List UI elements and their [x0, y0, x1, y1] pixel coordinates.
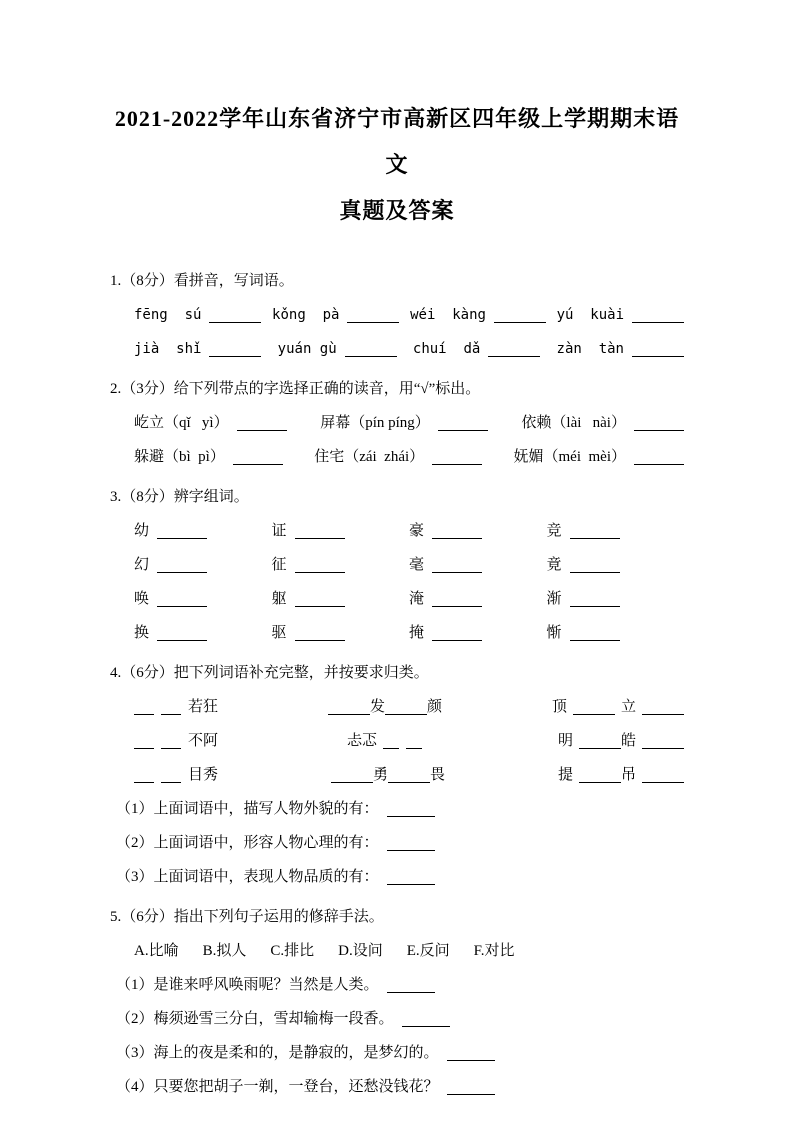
answer-blank-line[interactable] [237, 418, 287, 431]
answer-blank-line[interactable] [387, 872, 435, 885]
idiom-text: 明 [557, 733, 573, 749]
word-with-pinyin: 躲避（bì pì） [134, 449, 225, 465]
idiom-row-3 [134, 758, 684, 792]
answer-blank-line[interactable] [494, 310, 546, 323]
char-item [409, 548, 547, 582]
pinyin-item [557, 298, 684, 332]
answer-blank-line[interactable] [161, 736, 181, 749]
answer-blank-line[interactable] [642, 736, 684, 749]
q4-sub-question-3 [116, 860, 684, 894]
char-text: 竟 [546, 557, 562, 573]
pinyin-text: zàn tàn [556, 341, 624, 357]
char-text: 渐 [546, 591, 562, 607]
answer-blank-line[interactable] [134, 702, 154, 715]
question-4-header: 4.（6分）把下列词语补充完整，并按要求归类。 [110, 665, 429, 681]
option-c: C.排比 [270, 943, 315, 959]
question-1 [110, 264, 684, 366]
question-1-header: 1.（8分）看拼音，写词语。 [110, 273, 294, 289]
pinyin-row-1 [134, 298, 684, 332]
char-item [134, 616, 272, 650]
char-text: 证 [271, 523, 287, 539]
char-word-row-4 [134, 616, 684, 650]
answer-blank-line[interactable] [632, 310, 684, 323]
option-a: A.比喻 [134, 943, 179, 959]
answer-blank-line[interactable] [632, 344, 684, 357]
char-text: 征 [271, 557, 287, 573]
answer-blank-line[interactable] [432, 526, 482, 539]
pinyin-item [410, 298, 546, 332]
pronunciation-item [134, 440, 283, 474]
idiom-text: 立 [620, 699, 636, 715]
sub-question-text: （1）上面词语中，描写人物外貌的有： [116, 801, 379, 817]
answer-blank-line[interactable] [432, 560, 482, 573]
question-2-header: 2.（3分）给下列带点的字选择正确的读音，用“√”标出。 [110, 381, 481, 397]
char-item [134, 514, 272, 548]
char-item [409, 514, 547, 548]
answer-blank-line[interactable] [579, 770, 621, 783]
pinyin-item [134, 332, 261, 366]
word-with-pinyin: 依赖（lài nài） [521, 415, 626, 431]
char-item [272, 514, 410, 548]
idiom-text: 颜 [426, 699, 442, 715]
pinyin-text: kǒng pà [272, 307, 340, 323]
pronunciation-row-1 [134, 406, 684, 440]
sub-question-text: （2）上面词语中，形容人物心理的有： [116, 835, 379, 851]
idiom-text: 畏 [429, 767, 445, 783]
answer-blank-line[interactable] [570, 560, 620, 573]
answer-blank-line[interactable] [579, 736, 621, 749]
title-line-2: 真题及答案 [339, 198, 455, 223]
pronunciation-item [521, 406, 684, 440]
page-title [110, 96, 684, 234]
pinyin-item [272, 298, 399, 332]
answer-blank-line[interactable] [447, 1048, 495, 1061]
question-3 [110, 480, 684, 650]
pronunciation-item [134, 406, 287, 440]
option-f: F.对比 [473, 943, 515, 959]
char-item [547, 582, 685, 616]
idiom-item [328, 690, 442, 724]
pronunciation-item [320, 406, 488, 440]
answer-blank-line[interactable] [157, 560, 207, 573]
char-word-row-3 [134, 582, 684, 616]
idiom-text: 不阿 [188, 733, 219, 749]
char-item [272, 548, 410, 582]
char-text: 淹 [409, 591, 425, 607]
char-item [272, 582, 410, 616]
answer-blank-line[interactable] [295, 594, 345, 607]
idiom-text: 吊 [620, 767, 636, 783]
idiom-row-1 [134, 690, 684, 724]
q5-sentence-4 [116, 1070, 684, 1104]
char-text: 换 [134, 625, 150, 641]
answer-blank-line[interactable] [233, 452, 283, 465]
char-word-row-1 [134, 514, 684, 548]
question-3-header: 3.（8分）辨字组词。 [110, 489, 249, 505]
pinyin-item [134, 298, 261, 332]
sentence-text: （4）只要您把胡子一剃，一登台，还愁没钱花？ [116, 1079, 439, 1095]
answer-blank-line[interactable] [157, 526, 207, 539]
word-with-pinyin: 住宅（zái zhái） [314, 449, 425, 465]
option-e: E.反问 [406, 943, 450, 959]
pinyin-text: yú kuài [556, 307, 624, 323]
idiom-text: 若狂 [188, 699, 219, 715]
pinyin-text: yuán gù [277, 341, 337, 357]
q4-sub-question-1 [116, 792, 684, 826]
answer-blank-line[interactable] [161, 770, 181, 783]
answer-blank-line[interactable] [432, 628, 482, 641]
answer-blank-line[interactable] [387, 980, 435, 993]
pronunciation-row-2 [134, 440, 684, 474]
char-text: 唤 [134, 591, 150, 607]
char-item [547, 514, 685, 548]
idiom-item [347, 724, 429, 758]
pinyin-text: wéi kàng [410, 307, 486, 323]
answer-blank-line[interactable] [209, 310, 261, 323]
idiom-text: 忐忑 [346, 733, 377, 749]
idiom-text: 顶 [551, 699, 567, 715]
question-4 [110, 656, 684, 894]
answer-blank-line[interactable] [295, 628, 345, 641]
pinyin-item [278, 332, 397, 366]
q4-sub-question-2 [116, 826, 684, 860]
answer-blank-line[interactable] [295, 526, 345, 539]
answer-blank-line[interactable] [634, 418, 684, 431]
q5-option-list [134, 934, 684, 968]
char-item [134, 548, 272, 582]
answer-blank-line[interactable] [642, 702, 684, 715]
answer-blank-line[interactable] [642, 770, 684, 783]
idiom-item [134, 724, 218, 758]
char-item [272, 616, 410, 650]
idiom-item [552, 690, 684, 724]
idiom-item [134, 758, 218, 792]
char-text: 惭 [546, 625, 562, 641]
answer-blank-line[interactable] [388, 770, 430, 783]
answer-blank-line[interactable] [328, 702, 370, 715]
answer-blank-line[interactable] [134, 736, 154, 749]
char-text: 掩 [409, 625, 425, 641]
answer-blank-line[interactable] [634, 452, 684, 465]
idiom-text: 目秀 [188, 767, 219, 783]
char-item [547, 548, 685, 582]
question-5 [110, 900, 684, 1104]
char-item [547, 616, 685, 650]
idiom-text: 发 [369, 699, 385, 715]
char-item [134, 582, 272, 616]
char-item [409, 616, 547, 650]
word-with-pinyin: 妩媚（méi mèi） [513, 449, 626, 465]
answer-blank-line[interactable] [295, 560, 345, 573]
answer-blank-line[interactable] [570, 628, 620, 641]
char-word-row-2 [134, 548, 684, 582]
pinyin-row-2 [134, 332, 684, 366]
idiom-text: 皓 [620, 733, 636, 749]
answer-blank-line[interactable] [134, 770, 154, 783]
question-5-header: 5.（6分）指出下列句子运用的修辞手法。 [110, 909, 384, 925]
pronunciation-item [314, 440, 482, 474]
char-text: 幻 [134, 557, 150, 573]
sentence-text: （3）海上的夜是柔和的，是静寂的，是梦幻的。 [116, 1045, 439, 1061]
word-with-pinyin: 屹立（qǐ yì） [134, 415, 229, 431]
char-text: 豪 [409, 523, 425, 539]
char-text: 驱 [271, 625, 287, 641]
option-b: B.拟人 [202, 943, 247, 959]
answer-blank-line[interactable] [387, 838, 435, 851]
answer-blank-line[interactable] [385, 702, 427, 715]
answer-blank-line[interactable] [447, 1082, 495, 1095]
answer-blank-line[interactable] [406, 736, 422, 749]
answer-blank-line[interactable] [402, 1014, 450, 1027]
answer-blank-line[interactable] [345, 344, 397, 357]
answer-blank-line[interactable] [573, 702, 615, 715]
answer-blank-line[interactable] [432, 594, 482, 607]
answer-blank-line[interactable] [387, 804, 435, 817]
sub-question-text: （3）上面词语中，表现人物品质的有： [116, 869, 379, 885]
answer-blank-line[interactable] [157, 594, 207, 607]
pinyin-text: chuí dǎ [412, 341, 481, 357]
answer-blank-line[interactable] [331, 770, 373, 783]
sentence-text: （1）是谁来呼风唤雨呢？当然是人类。 [116, 977, 379, 993]
char-item [409, 582, 547, 616]
answer-blank-line[interactable] [488, 344, 540, 357]
q5-sentence-3 [116, 1036, 684, 1070]
q5-sentence-1 [116, 968, 684, 1002]
char-text: 幼 [134, 523, 150, 539]
idiom-item [134, 690, 218, 724]
char-text: 躯 [271, 591, 287, 607]
idiom-item [558, 758, 684, 792]
answer-blank-line[interactable] [438, 418, 488, 431]
option-d: D.设问 [338, 943, 383, 959]
answer-blank-line[interactable] [347, 310, 399, 323]
idiom-text: 提 [557, 767, 573, 783]
answer-blank-line[interactable] [432, 452, 482, 465]
sentence-text: （2）梅须逊雪三分白，雪却输梅一段香。 [116, 1011, 394, 1027]
idiom-item [331, 758, 445, 792]
answer-blank-line[interactable] [570, 594, 620, 607]
idiom-text: 勇 [372, 767, 388, 783]
word-with-pinyin: 屏幕（pín píng） [320, 415, 430, 431]
char-text: 竞 [546, 523, 562, 539]
q5-sentence-2 [116, 1002, 684, 1036]
pinyin-item [557, 332, 684, 366]
pinyin-item [413, 332, 540, 366]
char-text: 毫 [409, 557, 425, 573]
pinyin-text: jià shǐ [134, 341, 202, 357]
idiom-item [558, 724, 684, 758]
answer-blank-line[interactable] [209, 344, 261, 357]
answer-blank-line[interactable] [161, 702, 181, 715]
idiom-row-2 [134, 724, 684, 758]
answer-blank-line[interactable] [157, 628, 207, 641]
answer-blank-line[interactable] [570, 526, 620, 539]
title-line-1: 2021-2022学年山东省济宁市高新区四年级上学期期末语文 [114, 106, 680, 177]
answer-blank-line[interactable] [383, 736, 399, 749]
pronunciation-item [514, 440, 685, 474]
pinyin-text: fēng sú [134, 307, 202, 323]
question-2 [110, 372, 684, 474]
